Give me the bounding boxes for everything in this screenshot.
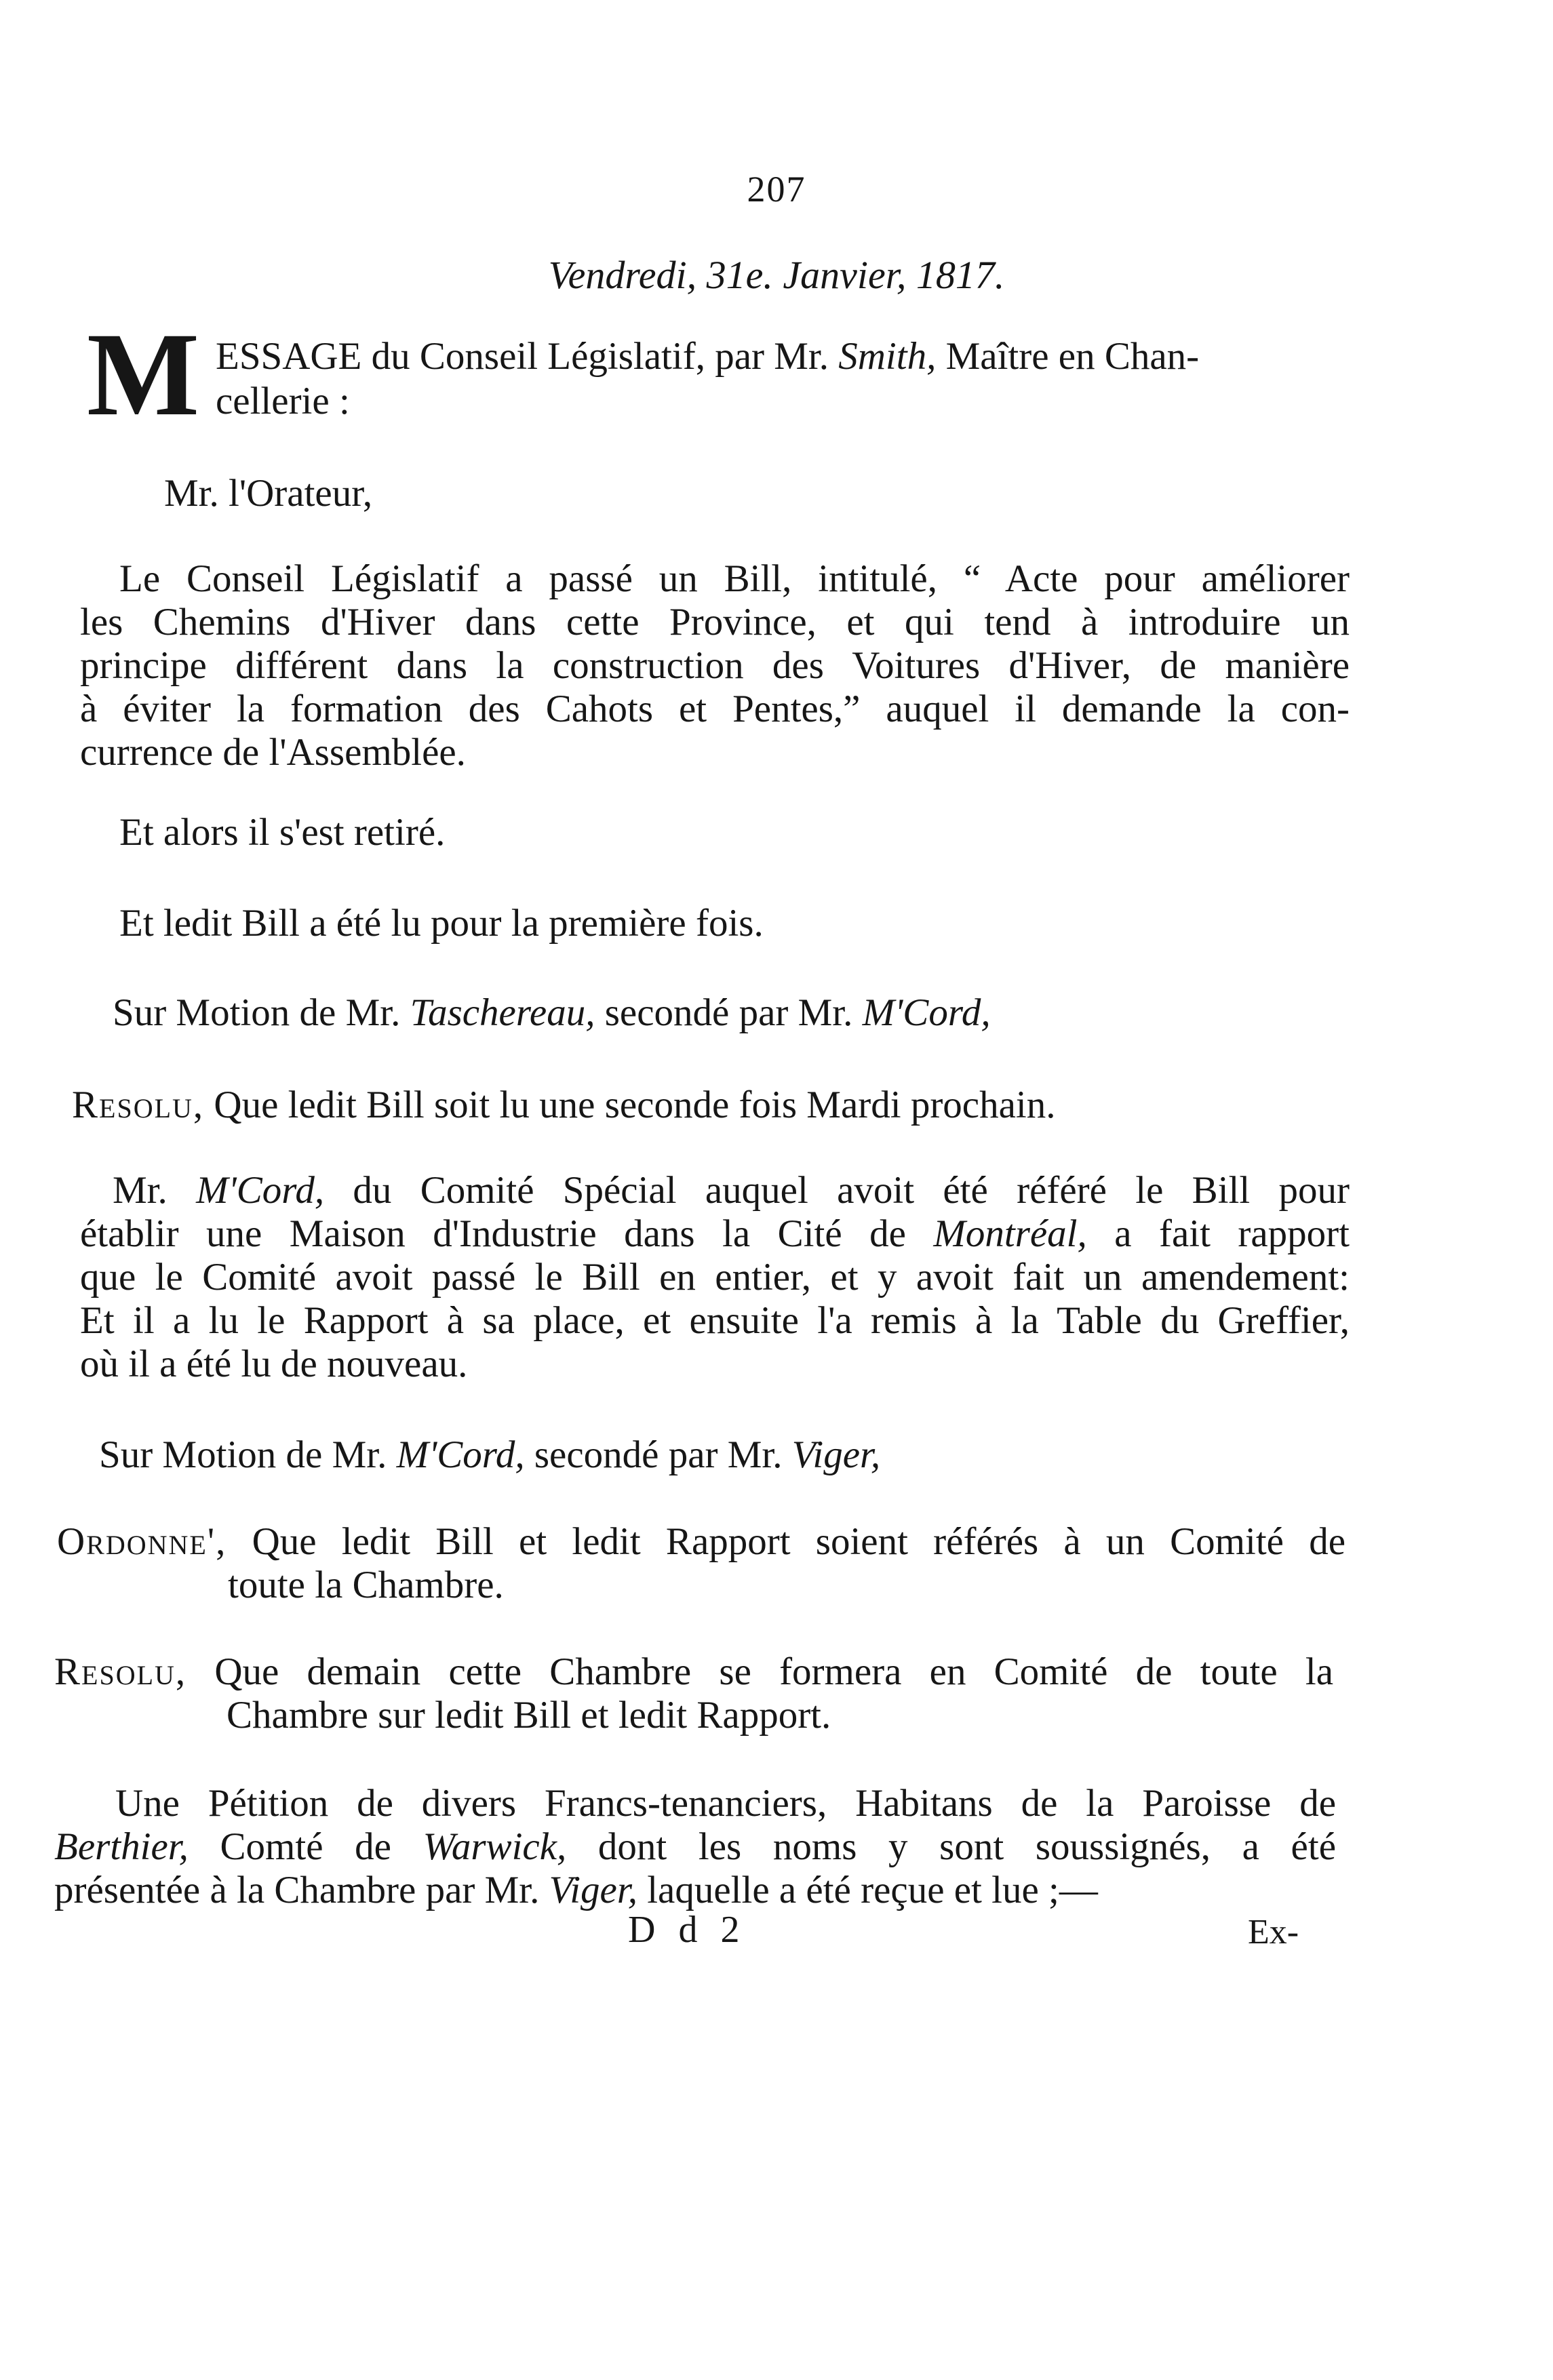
name-smith: Smith, bbox=[838, 335, 937, 378]
catchword: Ex- bbox=[1248, 1913, 1299, 1951]
resolu-2-line-1: Resolu, Que demain cette Chambre se formera en Comité de toute la bbox=[54, 1650, 1333, 1693]
dateline: Vendredi, 31e. Janvier, 1817. bbox=[548, 253, 1005, 297]
ordonne-line-2: toute la Chambre. bbox=[228, 1564, 504, 1606]
para1-line-3: principe différent dans la construction des Voitures d'Hiver, de manière bbox=[80, 644, 1350, 687]
signature-mark: D d 2 bbox=[628, 1909, 747, 1951]
message-line-2: cellerie : bbox=[216, 380, 350, 422]
para2-line-4: Et il a lu le Rapport à sa place, et ensuite l'a remis à la Table du Greffier, bbox=[80, 1299, 1350, 1342]
page-number: 207 bbox=[747, 169, 806, 210]
message-line-1: ESSAGE du Conseil Législatif, par Mr. Smith, Maître en Chan- bbox=[216, 335, 1200, 378]
para2-line-3: que le Comité avoit passé le Bill en entier, et y avoit fait un amendement: bbox=[80, 1256, 1350, 1298]
para2-line-2: établir une Maison d'Industrie dans la Cité de Montréal, a fait rapport bbox=[80, 1212, 1350, 1255]
drop-cap: M bbox=[87, 309, 200, 441]
motion-2: Sur Motion de Mr. M'Cord, secondé par Mr. Viger, bbox=[99, 1433, 881, 1476]
resolu-1: Resolu, Que ledit Bill soit lu une seconde fois Mardi prochain. bbox=[72, 1084, 1056, 1126]
lu-line: Et ledit Bill a été lu pour la première fois. bbox=[119, 902, 764, 945]
para1-line-2: les Chemins d'Hiver dans cette Province, et qui tend à introduire un bbox=[80, 601, 1350, 643]
para2-line-5: où il a été lu de nouveau. bbox=[80, 1343, 468, 1385]
para2-line-1: Mr. M'Cord, du Comité Spécial auquel avoit été référé le Bill pour bbox=[113, 1169, 1350, 1212]
retire-line: Et alors il s'est retiré. bbox=[119, 811, 446, 854]
para3-line-1: Une Pétition de divers Francs-tenanciers, Habitans de la Paroisse de bbox=[115, 1782, 1336, 1825]
ordonne-line-1: Ordonne', Que ledit Bill et ledit Rapport soient référés à un Comité de bbox=[57, 1520, 1345, 1563]
motion-1: Sur Motion de Mr. Taschereau, secondé par Mr. M'Cord, bbox=[113, 991, 991, 1034]
address: Mr. l'Orateur, bbox=[164, 472, 373, 515]
resolu-2-line-2: Chambre sur ledit Bill et ledit Rapport. bbox=[227, 1694, 831, 1737]
para3-line-3: présentée à la Chambre par Mr. Viger, laquelle a été reçue et lue ;— bbox=[54, 1869, 1098, 1911]
para3-line-2: Berthier, Comté de Warwick, dont les noms y sont soussignés, a été bbox=[54, 1825, 1336, 1868]
para1-line-1: Le Conseil Législatif a passé un Bill, intitulé, “ Acte pour améliorer bbox=[119, 557, 1350, 600]
para1-line-4: à éviter la formation des Cahots et Pentes,” auquel il demande la con- bbox=[80, 688, 1350, 730]
para1-line-5: currence de l'Assemblée. bbox=[80, 731, 466, 774]
